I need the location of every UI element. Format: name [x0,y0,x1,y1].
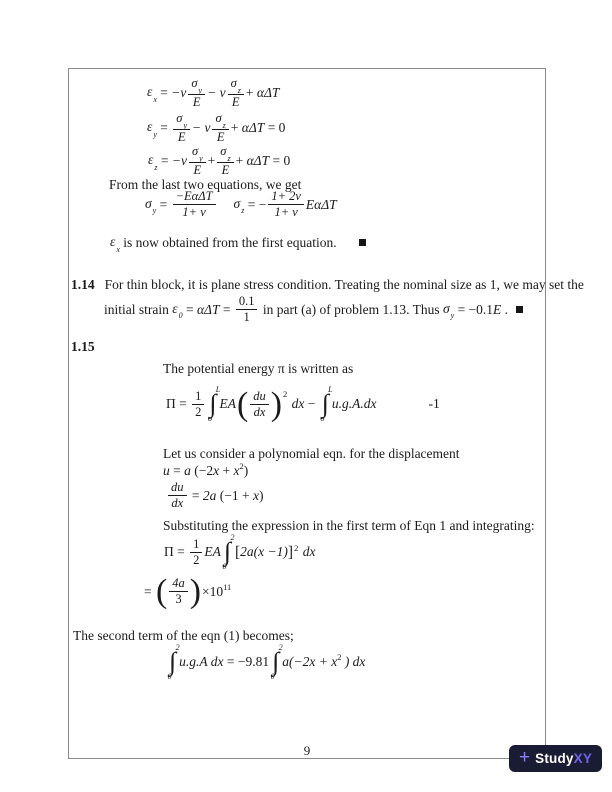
p114-l1: 1.14 For thin block, it is plane stress condition. Treating the nominal size as 1, we may set the [71,277,584,292]
brand-xy-label: XY [573,751,593,766]
eq-sigma: $\sigma_y$ = $\frac{\text{−EαΔT}}{1+ v}$ $\sigma_z$ = − $\frac{1+ 2v}{1+ v}$ EαΔT [145,189,337,220]
qed-square [516,306,523,313]
txt-letus: Let us consider a polynomial eqn. for the displacement [163,446,460,461]
eq-4a3: = ( $\frac{4a}{3}$ ) ×10 11 [144,572,232,610]
eq-u: u = a (−2 x + x 2 ) [163,461,249,478]
eq-potential: Π = $\frac{1}{2}$ L ∫ o EA ( $\frac{du}{dx}$ ) 2 dx − L ∫ o u.g.A.dx -1 [166,385,440,423]
txt-eps-first: $\varepsilon_x$ is now obtained from the first equation. [110,234,366,252]
page-number: 9 [303,743,311,758]
integral-sign: 2 ∫ 0 [222,533,235,571]
integral-sign: 2 ∫ 0 [167,643,180,681]
txt-from: From the last two equations, we get [109,177,302,192]
integral-sign: L ∫ o [207,385,221,423]
eq-pi2: Π = $\frac{1}{2}$ EA 2 ∫ 0 [ 2a(x −1) ] 2 dx [164,533,316,571]
txt-subst: Substituting the expression in the first term of Eqn 1 and integrating: [163,518,535,533]
eq-eps-z: $\varepsilon_z$ = −v $\frac{\sigma_y}{E}$ + $\frac{\sigma_z}{E}$ + αΔT = 0 [148,144,291,177]
txt-second: The second term of the eqn (1) becomes; [73,628,294,643]
studyxy-badge[interactable] [509,745,602,772]
plus-icon: + [519,747,531,768]
integral-sign: 2 ∫ 0 [270,643,283,681]
eq-second: 2 ∫ 0 u.g.A dx = −9.81 2 ∫ 0 a(−2x + x 2 ) dx [167,643,366,681]
integral-sign: L ∫ o [320,385,333,423]
brand-study-label: Study [535,751,574,766]
qed-square [359,239,366,246]
txt-potential: The potential energy π is written as [163,361,354,376]
p115: 1.15 [71,339,95,354]
eq-eps-y: $\varepsilon_y$ = $\frac{\sigma_y}{E}$ − v $\frac{\sigma_z}{E}$ + αΔT = 0 [147,111,286,144]
eq-dudx: $\frac{du}{dx}$ = 2a (−1 + x ) [166,481,263,510]
eq-eps-x: $\varepsilon_x$ = −v $\frac{\sigma_y}{E}$ − v $\frac{\sigma_z}{E}$ + αΔT [147,76,280,109]
p114-l2: initial strain $\varepsilon_0$ = αΔT = $\frac{0.1}{1}$ in part (a) of problem 1.13. Thus $\sigma_y$ = −0.1 E . [104,295,523,324]
